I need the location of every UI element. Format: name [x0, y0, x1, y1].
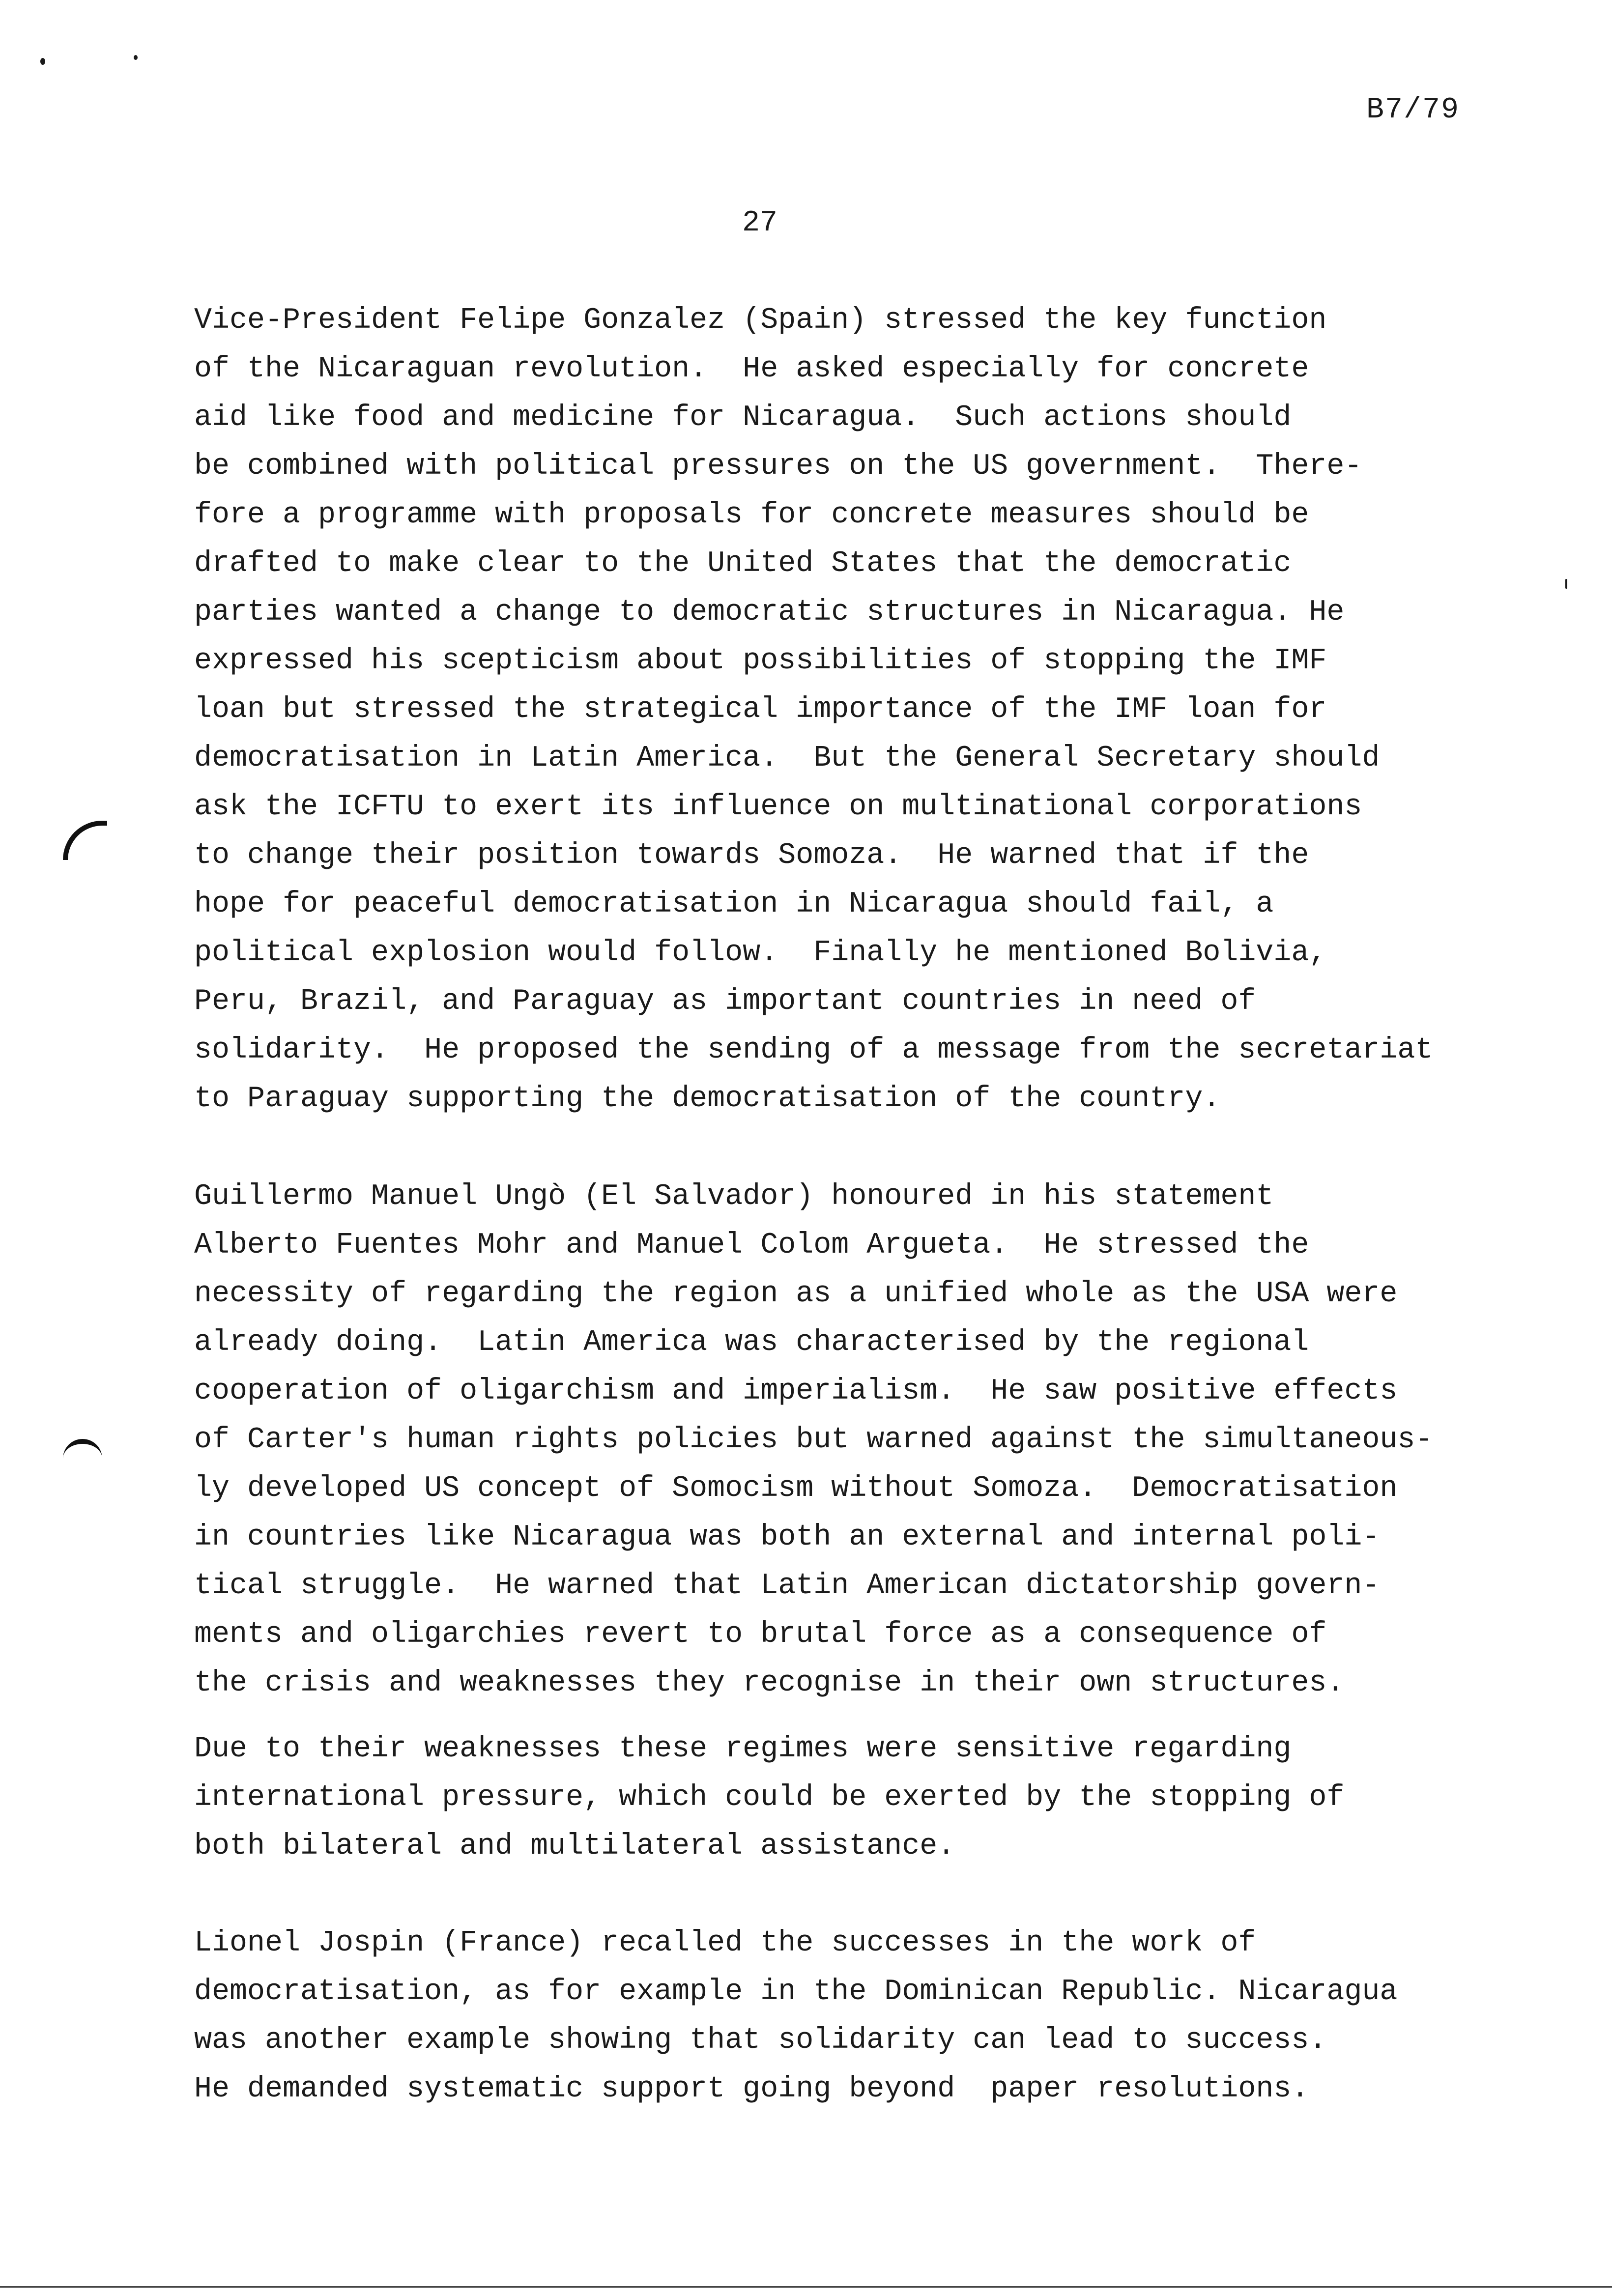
paragraph-ungo-line: of Carter's human rights policies but warned against the simultaneous-	[194, 1423, 1433, 1457]
paragraph-gonzalez-line: political explosion would follow. Finally he mentioned Bolivia,	[194, 936, 1327, 970]
paragraph-weaknesses-line: Due to their weaknesses these regimes were sensitive regarding	[194, 1732, 1292, 1766]
paragraph-gonzalez-line: solidarity. He proposed the sending of a message from the secretariat	[194, 1033, 1433, 1067]
paragraph-ungo-line: cooperation of oligarchism and imperialism. He saw positive effects	[194, 1375, 1398, 1408]
bottom-edge-line	[0, 2286, 1612, 2288]
paragraph-jospin-line: Lionel Jospin (France) recalled the successes in the work of	[194, 1926, 1256, 1960]
paragraph-gonzalez-line: democratisation in Latin America. But the General Secretary should	[194, 742, 1380, 775]
paragraph-gonzalez-line: expressed his scepticism about possibilities of stopping the IMF	[194, 644, 1327, 678]
hole-punch-mark	[63, 1439, 102, 1464]
paragraph-gonzalez-line: to Paraguay supporting the democratisation of the country.	[194, 1082, 1221, 1116]
paragraph-gonzalez-line: ask the ICFTU to exert its influence on multinational corporations	[194, 790, 1362, 824]
paragraph-ungo-line: ments and oligarchies revert to brutal force as a consequence of	[194, 1618, 1327, 1651]
scan-speck	[134, 55, 138, 60]
scan-speck	[1565, 579, 1567, 589]
paragraph-ungo-line: tical struggle. He warned that Latin American dictatorship govern-	[194, 1569, 1380, 1603]
paragraph-ungo-line: Alberto Fuentes Mohr and Manuel Colom Argueta. He stressed the	[194, 1229, 1309, 1262]
paragraph-jospin-line: democratisation, as for example in the Dominican Republic. Nicaragua	[194, 1975, 1398, 2009]
paragraph-gonzalez-line: aid like food and medicine for Nicaragua. Such actions should	[194, 401, 1292, 434]
paragraph-ungo-line: necessity of regarding the region as a unified whole as the USA were	[194, 1277, 1398, 1311]
paragraph-gonzalez-line: Vice-President Felipe Gonzalez (Spain) stressed the key function	[194, 304, 1327, 337]
paragraph-ungo-line: the crisis and weaknesses they recognise in their own structures.	[194, 1666, 1345, 1700]
paragraph-ungo-line: in countries like Nicaragua was both an external and internal poli-	[194, 1521, 1380, 1554]
document-reference: B7/79	[1366, 93, 1460, 127]
paragraph-gonzalez-line: Peru, Brazil, and Paraguay as important countries in need of	[194, 985, 1256, 1018]
paragraph-gonzalez-line: to change their position towards Somoza. He warned that if the	[194, 839, 1309, 872]
paragraph-jospin-line: He demanded systematic support going beyond paper resolutions.	[194, 2072, 1309, 2106]
hole-punch-mark	[63, 821, 107, 860]
paragraph-ungo-line: already doing. Latin America was characterised by the regional	[194, 1326, 1309, 1359]
paragraph-gonzalez-line: loan but stressed the strategical importance of the IMF loan for	[194, 693, 1327, 726]
scan-speck	[40, 58, 45, 65]
paragraph-gonzalez-line: drafted to make clear to the United States that the democratic	[194, 547, 1292, 580]
paragraph-weaknesses-line: both bilateral and multilateral assistance.	[194, 1830, 955, 1863]
paragraph-ungo-line: ly developed US concept of Somocism without Somoza. Democratisation	[194, 1472, 1398, 1505]
paragraph-gonzalez-line: parties wanted a change to democratic structures in Nicaragua. He	[194, 596, 1345, 629]
paragraph-gonzalez-line: hope for peaceful democratisation in Nicaragua should fail, a	[194, 888, 1274, 921]
paragraph-weaknesses-line: international pressure, which could be exerted by the stopping of	[194, 1781, 1345, 1814]
paragraph-gonzalez-line: fore a programme with proposals for concrete measures should be	[194, 498, 1309, 532]
paragraph-gonzalez-line: of the Nicaraguan revolution. He asked especially for concrete	[194, 352, 1309, 386]
paragraph-ungo-line: Guillermo Manuel Ungò (El Salvador) honoured in his statement	[194, 1180, 1274, 1213]
paragraph-gonzalez-line: be combined with political pressures on the US government. There-	[194, 450, 1362, 483]
paragraph-jospin-line: was another example showing that solidarity can lead to success.	[194, 2024, 1327, 2057]
page-number: 27	[742, 206, 778, 240]
